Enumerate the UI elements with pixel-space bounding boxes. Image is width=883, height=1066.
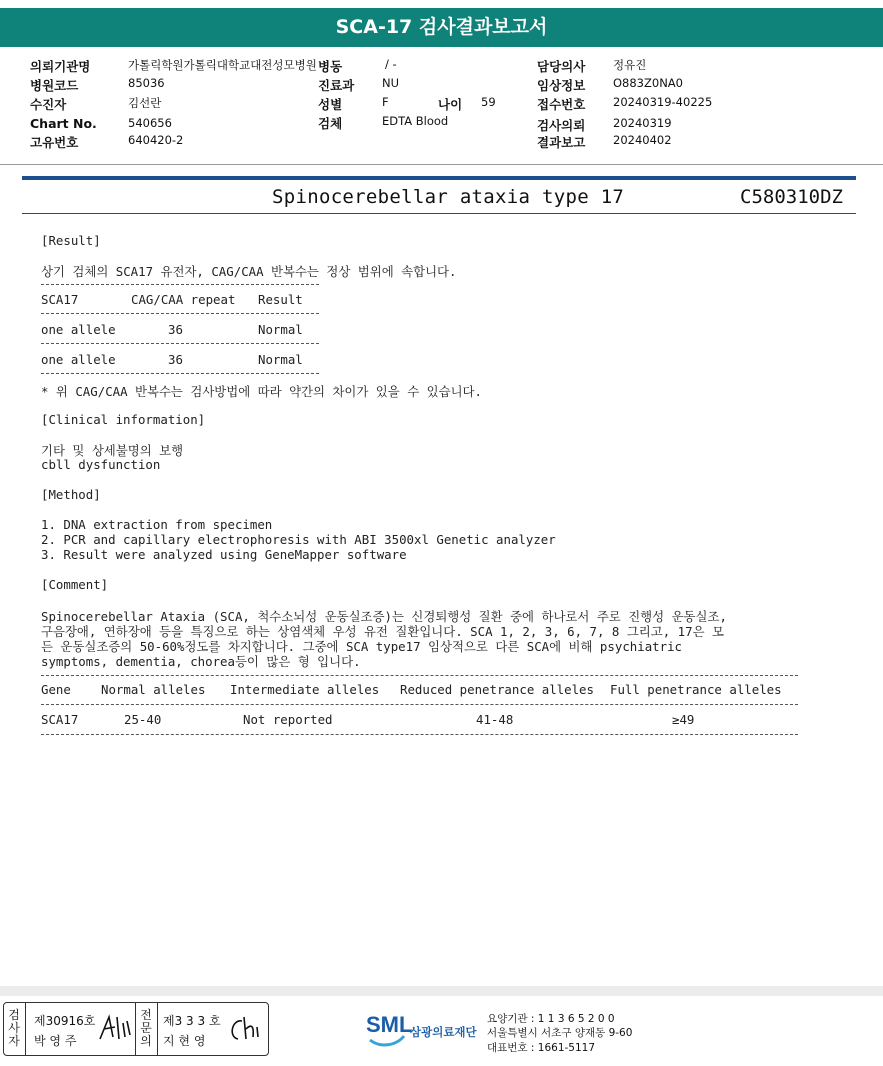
result-table-rule xyxy=(41,313,319,314)
specialist-label xyxy=(136,1009,156,1048)
chart-label: Chart No. xyxy=(30,116,97,131)
method-line: 2. PCR and capillary electrophoresis with ABI 3500xl Genetic analyzer xyxy=(41,532,556,547)
footer-band xyxy=(0,986,883,996)
report-date-label: 결과보고 xyxy=(537,135,586,150)
result-col-repeat: CAG/CAA repeat xyxy=(131,292,236,307)
specialist-number: 제3 3 3 호 xyxy=(163,1014,221,1028)
result-row-1-repeat: 36 xyxy=(168,322,183,337)
examiner-signature xyxy=(97,1013,133,1043)
signature-box xyxy=(3,1002,269,1056)
result-note: * 위 CAG/CAA 반복수는 검사방법에 따라 약간의 차이가 있을 수 있습니다. xyxy=(41,384,482,399)
request-date-value: 20240319 xyxy=(613,116,672,130)
sex-value: F xyxy=(382,95,389,109)
department-value: NU xyxy=(382,76,400,90)
comment-line: Spinocerebellar Ataxia (SCA, 척수소뇌성 운동실조증)는 신경퇴행성 질환 중에 하나로서 주로 진행성 운동실조, xyxy=(41,609,727,624)
clinical-line: cbll dysfunction xyxy=(41,457,161,472)
request-date-label: 검사의뢰 xyxy=(537,118,586,133)
result-row-2-repeat: 36 xyxy=(168,352,183,367)
comment-line: 구음장애, 연하장애 등을 특징으로 하는 상염색체 우성 유전 질환입니다. SCA 1, 2, 3, 6, 7, 8 그리고, 17은 모 xyxy=(41,624,724,639)
result-row-2-result: Normal xyxy=(258,352,303,367)
allele-table-rule xyxy=(41,675,798,676)
report-header-title: SCA-17 검사결과보고서 xyxy=(0,8,883,47)
result-table-rule xyxy=(41,373,319,374)
unique-id-label: 고유번호 xyxy=(30,135,79,150)
result-col-gene: SCA17 xyxy=(41,292,79,307)
allele-row-gene: SCA17 xyxy=(41,712,79,727)
report-code: C580310DZ xyxy=(740,186,843,208)
result-table-rule xyxy=(41,343,319,344)
chart-value: 540656 xyxy=(128,116,172,130)
unique-id-value: 640420-2 xyxy=(128,133,184,147)
signature-divider xyxy=(157,1003,158,1055)
hospital-code-label: 병원코드 xyxy=(30,78,79,93)
examiner-label-text: 검사자 xyxy=(8,1008,20,1048)
examiner-label xyxy=(6,1009,22,1048)
result-col-result: Result xyxy=(258,292,303,307)
hospital-code-value: 85036 xyxy=(128,76,165,90)
method-header: [Method] xyxy=(41,487,101,502)
comment-line: 든 운동실조증의 50-60%정도를 차지합니다. 그중에 SCA type17 임상적으로 다른 SCA에 비해 psychiatric xyxy=(41,639,682,654)
allele-table-rule xyxy=(41,704,798,705)
requester-value: 가톨릭학원가톨릭대학교대전성모병원 xyxy=(128,58,317,72)
patient-label: 수진자 xyxy=(30,97,67,112)
receipt-label: 접수번호 xyxy=(537,97,586,112)
allele-row-reduced: 41-48 xyxy=(476,712,514,727)
clinical-line: 기타 및 상세불명의 보행 xyxy=(41,443,184,458)
result-summary: 상기 검체의 SCA17 유전자, CAG/CAA 반복수는 정상 범위에 속합니다. xyxy=(41,264,457,279)
result-row-1-result: Normal xyxy=(258,322,303,337)
examiner-name: 박 영 주 xyxy=(34,1034,77,1048)
method-line: 1. DNA extraction from specimen xyxy=(41,517,273,532)
sml-logo-text: SML xyxy=(366,1012,413,1037)
allele-row-intermediate: Not reported xyxy=(243,712,333,727)
clinical-info-value: O883Z0NA0 xyxy=(613,76,683,90)
age-value: 59 xyxy=(481,95,496,109)
age-label: 나이 xyxy=(438,97,463,112)
info-divider xyxy=(0,164,883,165)
specimen-value: EDTA Blood xyxy=(382,114,449,128)
allele-col-gene: Gene xyxy=(41,682,71,697)
title-top-rule xyxy=(22,176,856,180)
doctor-value: 정유진 xyxy=(613,58,647,72)
specialist-signature xyxy=(226,1015,264,1043)
signature-divider xyxy=(25,1003,26,1055)
foundation-name: 삼광의료재단 xyxy=(410,1025,477,1039)
allele-col-normal: Normal alleles xyxy=(101,682,206,697)
allele-row-full: ≥49 xyxy=(672,712,695,727)
allele-table-rule xyxy=(41,734,798,735)
requester-label: 의뢰기관명 xyxy=(30,59,91,74)
specimen-label: 검체 xyxy=(318,116,343,131)
org-phone: 대표번호 : 1661-5117 xyxy=(487,1042,596,1054)
allele-col-full: Full penetrance alleles xyxy=(610,682,782,697)
allele-col-reduced: Reduced penetrance alleles xyxy=(400,682,594,697)
comment-line: symptoms, dementia, chorea등이 많은 형 입니다. xyxy=(41,654,361,669)
allele-col-intermediate: Intermediate alleles xyxy=(230,682,380,697)
clinical-header: [Clinical information] xyxy=(41,412,206,427)
receipt-value: 20240319-40225 xyxy=(613,95,713,109)
result-row-1-allele: one allele xyxy=(41,322,116,337)
examiner-number: 제30916호 xyxy=(34,1014,96,1028)
result-row-2-allele: one allele xyxy=(41,352,116,367)
method-line: 3. Result were analyzed using GeneMapper software xyxy=(41,547,407,562)
patient-info-block xyxy=(0,54,883,164)
result-header: [Result] xyxy=(41,233,101,248)
clinical-info-label: 임상정보 xyxy=(537,78,586,93)
ward-value: / - xyxy=(385,57,397,71)
org-code: 요양기관 : 1 1 3 6 5 2 0 0 xyxy=(487,1013,615,1025)
specialist-label-text: 전문의 xyxy=(140,1008,152,1048)
allele-row-normal: 25-40 xyxy=(124,712,162,727)
specialist-name: 지 현 영 xyxy=(163,1034,206,1048)
report-title: Spinocerebellar ataxia type 17 xyxy=(272,186,625,208)
doctor-label: 담당의사 xyxy=(537,59,586,74)
comment-header: [Comment] xyxy=(41,577,109,592)
title-bottom-rule xyxy=(22,213,856,214)
result-table-rule xyxy=(41,284,319,285)
sex-label: 성별 xyxy=(318,97,343,112)
org-address: 서울특별시 서초구 양재동 9-60 xyxy=(487,1027,633,1039)
ward-label: 병동 xyxy=(318,59,343,74)
report-date-value: 20240402 xyxy=(613,133,672,147)
patient-value: 김선란 xyxy=(128,96,162,110)
department-label: 진료과 xyxy=(318,78,355,93)
